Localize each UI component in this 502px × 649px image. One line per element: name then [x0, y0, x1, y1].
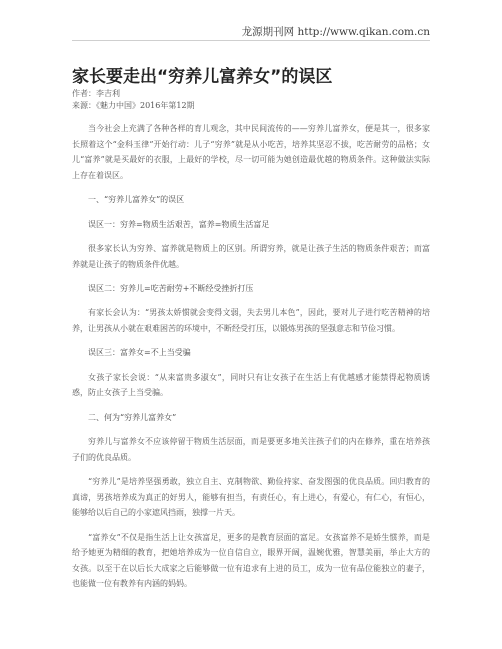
intro-paragraph: 当今社会上充满了各种各样的育儿观念，其中民间流传的——穷养儿富养女，便是其一，很多家长照着这个“金科玉律”开始行动：儿子“穷养”就是从小吃苦，培养其坚忍不拔，吃苦耐劳的品格；女儿“富养”就是买最好的衣服，上最好的学校，尽一切可能为她创造最优越的物质条件。这种做法实际上存在着误区。 — [72, 124, 430, 180]
subheading: 误区三：富养女=不上当受骗 — [88, 348, 191, 358]
body-paragraph: 很多家长认为穷养、富养就是物质上的区别。所谓穷养，就是让孩子生活的物质条件艰苦；而富养就是让孩子的物质条件优越。 — [72, 243, 430, 269]
body-paragraph: “穷养儿”是培养坚强勇敢，独立自主、克制物欲、勤俭持家、奋发图强的优良品质。回归教育的真谛，男孩培养成为真正的好男人，能够有担当，有责任心，有上进心，有爱心，有仁心，有恒心，能够给以后自己的小家遮风挡雨，独撑一片天。 — [72, 477, 430, 518]
body-paragraph: 女孩子家长会说：“从来富贵多淑女”，同时只有让女孩子在生活上有优越感才能禁得起物质诱惑，防止女孩子上当受骗。 — [72, 372, 430, 398]
body-paragraph: “富养女”不仅是指生活上让女孩富足，更多的是教育层面的富足。女孩富养不是娇生惯养，而是给予她更为精细的教育，把她培养成为一位自信自立，眼界开阔，温婉优雅，智慧美丽，举止大方的女孩。以至于在以后长大成家之后能够做一位有追求有上进的员工，成为一位有品位能独立的妻子，也能做一位有教养有内涵的妈妈。 — [72, 532, 430, 589]
section-heading: 二、何为“穷养儿富养女” — [88, 412, 177, 422]
article-author: 作者：李吉利 — [72, 89, 120, 98]
article-body — [72, 121, 430, 601]
article-title: 家长要走出“穷养儿富养女”的误区 — [72, 67, 333, 87]
article-source: 来源：《魅力中国》2016年第12期 — [72, 101, 195, 110]
header-divider — [72, 40, 430, 41]
body-paragraph: 穷养儿与富养女不应该停留于物质生活层面，而是要更多地关注孩子们的内在修养，重在培养孩子们的优良品质。 — [72, 437, 430, 462]
subheading: 误区二：穷养儿=吃苦耐劳+不断经受挫折打压 — [88, 283, 254, 293]
body-paragraph: 有家长会认为：“男孩太娇惯就会变得文弱，失去男儿本色”，因此，要对儿子进行吃苦精神的培养，让男孩从小就在艰难困苦的环境中，不断经受打压，以锻炼男孩的坚强意志和节俭习惯。 — [72, 308, 430, 333]
header-source: 龙源期刊网 http://www.qikan.com.cn — [241, 26, 430, 38]
subheading: 误区一：穷养=物质生活艰苦，富养=物质生活富足 — [88, 219, 270, 229]
section-heading: 一、“穷养儿富养女”的误区 — [88, 195, 185, 205]
